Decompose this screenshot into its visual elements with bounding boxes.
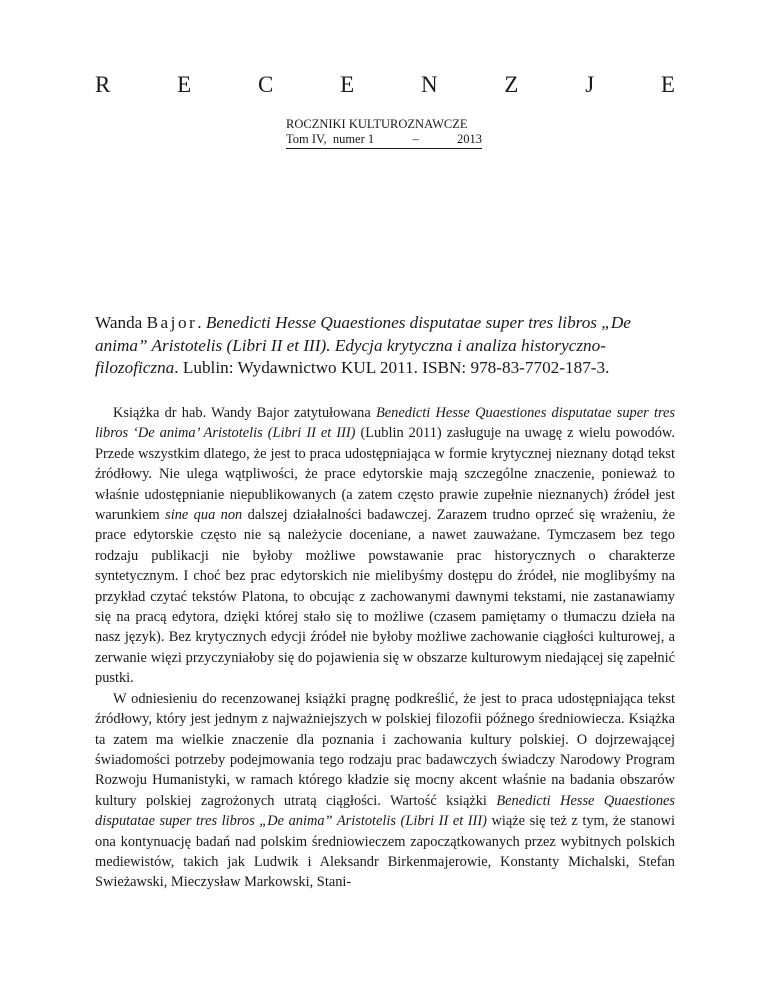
review-citation: Wanda Bajor. Benedicti Hesse Quaestiones disputatae super tres libros „De anima” Aristotelis (Libri II et III). Edycja krytyczna i analiza historyczno-filozoficzna. Lublin: Wydawnictwo KUL 2011. ISBN: 978-83-7702-187-3.: [95, 313, 631, 377]
journal-dash: –: [412, 132, 419, 146]
section-letter: E: [340, 72, 355, 97]
section-letter: Z: [504, 72, 519, 97]
italic-title: Benedicti Hesse Quaestiones disputatae super tres libros ‘De anima’ Aristotelis (Libri II et III): [95, 405, 675, 442]
journal-volume: Tom IV, numer 1: [286, 132, 375, 146]
section-letter: E: [177, 72, 192, 97]
italic-phrase: sine qua non: [165, 507, 243, 524]
citation-book-title: Benedicti Hesse Quaestiones disputatae super tres libros „De anima” Aristotelis (Libri II et III). Edycja krytyczna i analiza historyczno-filozoficzna: [95, 313, 631, 377]
section-letter: E: [660, 72, 675, 97]
paragraph: [95, 403, 675, 689]
section-letter: C: [257, 72, 274, 97]
journal-issue-line: [286, 132, 482, 149]
section-title-recenzje: [95, 72, 675, 98]
text-run: Książka dr hab. Wandy Bajor zatytułowana: [113, 405, 376, 421]
journal-name: ROCZNIKI KULTUROZNAWCZE: [286, 117, 468, 131]
section-letter: N: [420, 72, 438, 97]
citation-publisher: . Lublin: Wydawnictwo KUL 2011. ISBN: 978-83-7702-187-3.: [174, 358, 610, 377]
section-letter: R: [95, 72, 111, 97]
journal-year: 2013: [457, 132, 482, 146]
paragraph: [95, 689, 675, 893]
text-run: (Lublin 2011) zasługuje na uwagę z wielu powodów. Przede wszystkim dlatego, że jest to praca udostępniająca w formie krytycznej nieznany dotąd tekst źródłowy. Nie ulega wątpliwości, że prace edytorskie mają szczególne znaczenie, ponieważ to właśnie udostępnianie niepublikowanych (a zatem często prawie zupełnie nieznanych) źródeł jest warunkiem: [95, 425, 675, 524]
text-run: dalszej działalności badawczej. Zarazem trudno oprzeć się wrażeniu, że prace edytorskie często nie są należycie doceniane, a nawet zauważane. Tymczasem bez tego rodzaju publikacji nie byłoby możliwe powstawanie prac historycznych o charakterze syntetycznym. I choć bez prac edytorskich nie mielibyśmy dostępu do źródeł, nie moglibyśmy na przykład czytać tekstów Platona, to obcując z zachowanymi dawnymi tekstami, nie zastanawiamy się na pracą edytora, dzięki której stało się to możliwe (czasem pamiętamy o tłumaczu dzieła na nasz język). Bez krytycznych edycji źródeł nie byłoby możliwe zachowanie ciągłości kulturowej, a zerwanie więzi przyczyniałoby się do pojawienia się w obszarze kulturowym niedającej się zapełnić pustki.: [95, 507, 675, 687]
citation-author-first: Wanda: [95, 313, 147, 332]
text-run: wiąże się też z tym, że stanowi ona kontynuację badań nad polskim średniowieczem zapoczątkowanych przez wybitnych polskich mediewistów, takich jak Ludwik i Aleksandr Birkenmajerowie, Konstanty Michalski, Stefan Swieżawski, Mieczysław Markowski, Stani-: [95, 813, 675, 891]
italic-title: Benedicti Hesse Quaestiones disputatae super tres libros „De anima” Aristotelis (Libri II et III): [95, 792, 675, 830]
journal-header: [286, 117, 482, 149]
text-run: W odniesieniu do recenzowanej książki pragnę podkreślić, że jest to praca udostępniająca tekst źródłowy, który jest jednym z najważniejszych w polskiej filozofii późnego średniowiecza. Książka ta zatem ma wielkie znaczenie dla poznania i zachowania kultury polskiej. O dojrzewającej świadomości potrzeby podejmowania tego rodzaju prac badawczych świadczy Narodowy Program Rozwoju Humanistyki, w ramach którego kładzie się mocny akcent właśnie na badania obszarów kultury polskiej zagrożonych utratą ciągłości. Wartość książki: [95, 690, 675, 809]
section-letter: J: [585, 72, 595, 97]
review-body: [95, 403, 675, 893]
citation-author-last: Bajor: [146, 313, 198, 332]
